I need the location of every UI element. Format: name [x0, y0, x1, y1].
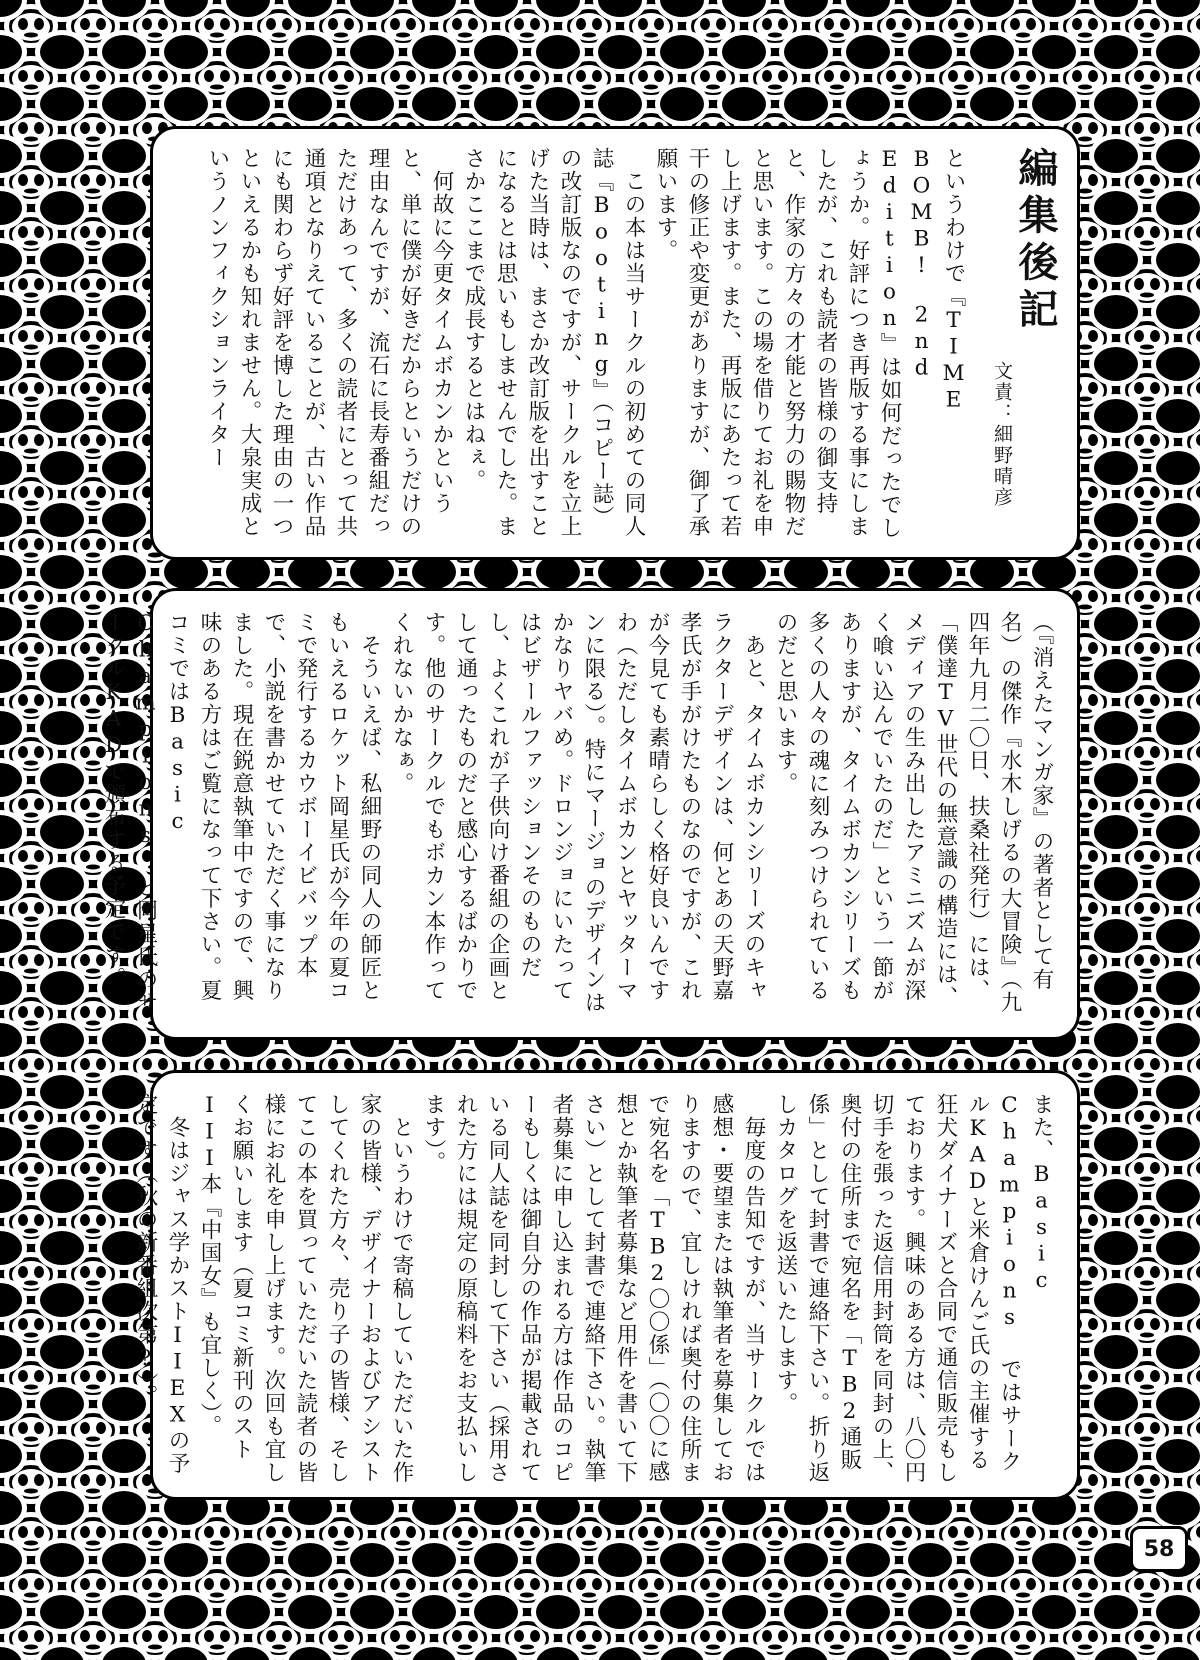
top-panel-text: というわけで『TIME BOMB! 2nd Edition』は如何だったでしょうか。好評につき再版する事にしましたが、これも読者の皆様の御支持と、作家の方々の才能と努力の賜物だと思います。この場を借りてお礼を申し上げます。また、再版にあたって若干の修正や変更がありますが、御了承願います。 この本は当サークルの初めての同人誌『Booting』（コピー誌）の改訂版なのですが、サークルを立上げた当時は、まさか改訂版を出すことになるとは思いもしませんでした。まさかここまで成長するとはねぇ。 何故に今更タイムボカンかというと、単に僕が好きだからというだけの理由なんですが、流石に長寿番組だっただけあって、多くの読者にとって共通項となりえていることが、古い作品にも関わらず好評を博した理由の一つといえるかも知れません。大泉実成というノンフィクションライター	[205, 147, 966, 540]
page-number: 58	[1130, 1526, 1188, 1572]
bottom-text-panel	[133, 1070, 1080, 1500]
middle-panel-text: （『消えたマンガ家』の著者として有名）の傑作『水木しげるの大冒険』（九四年九月二〇日、扶桑社発行）には、「僕達TV世代の無意識の構造には、メディアの生み出したアミニズムが深く喰い込んでいたのだ」という一節がありますが、タイムボカンシリーズも多くの人々の魂に刻みつけられているのだと思います。 あと、タイムボカンシリーズのキャラクターデザインは、何とあの天野嘉孝氏が手がけたものなのですが、これが今見ても素晴らしく格好良いんですわ（ただしタイムボカンとヤッターマンに限る）。特にマージョのデザインはかなりヤバめ。ドロンジョにいたってはビザールファッションそのものだし、よくこれが子供向け番組の企画として通ったものだと感心するばかりです。他のサークルでもボカン本作ってくれないかなぁ。 そういえば、私細野の同人の師匠ともいえるロケット岡星氏が今年の夏コミで発行するカウボーイビバップ本で、小説を書かせていただく事になりました。現在鋭意執筆中ですので、興味のある方はご覧になって下さい。夏コミではBasic Champions と岡星氏のサークルKADで頒布する予定です。	[101, 611, 1054, 1015]
middle-text-panel	[101, 588, 1080, 1040]
top-text-panel	[150, 126, 1080, 560]
author-credit: 文責：細野晴彦	[991, 361, 1013, 508]
page-title: 編集後記	[1012, 147, 1059, 335]
bottom-panel-text: また、Basic Champions ではサークルKADと米倉けんご氏の主催する狂犬ダイナーズと合同で通信販売もしております。興味のある方は、八〇円切手を張った返信用封筒を同封の上、奥付の住所まで宛名を「TB2通販係」として封書で連絡下さい。折り返しカタログを返送いたします。 毎度の告知ですが、当サークルでは感想・要望または執筆者を募集しておりますので、宜しければ奥付の住所まで宛名を「TB2〇〇係」（〇〇に感想とか執筆者募集など用件を書いて下さい）として封書で連絡下さい。執筆者募集に申し込まれる方は作品のコピーもしくは御自分の作品が掲載されている同人誌を同封して下さい（採用された方には規定の原稿料をお支払いします）。 というわけで寄稿していただいた作家の皆様、デザイナーおよびアシストしてくれた方々、売り子の皆様、そしてこの本を買っていただいた読者の皆様にお礼を申し上げます。次回も宜しくお願いします（夏コミ新刊のストIII本『中国女』も宜しく）。 冬はジャス学かストIIEXの予定です（秋の新番組次第?）。	[133, 1093, 1054, 1484]
